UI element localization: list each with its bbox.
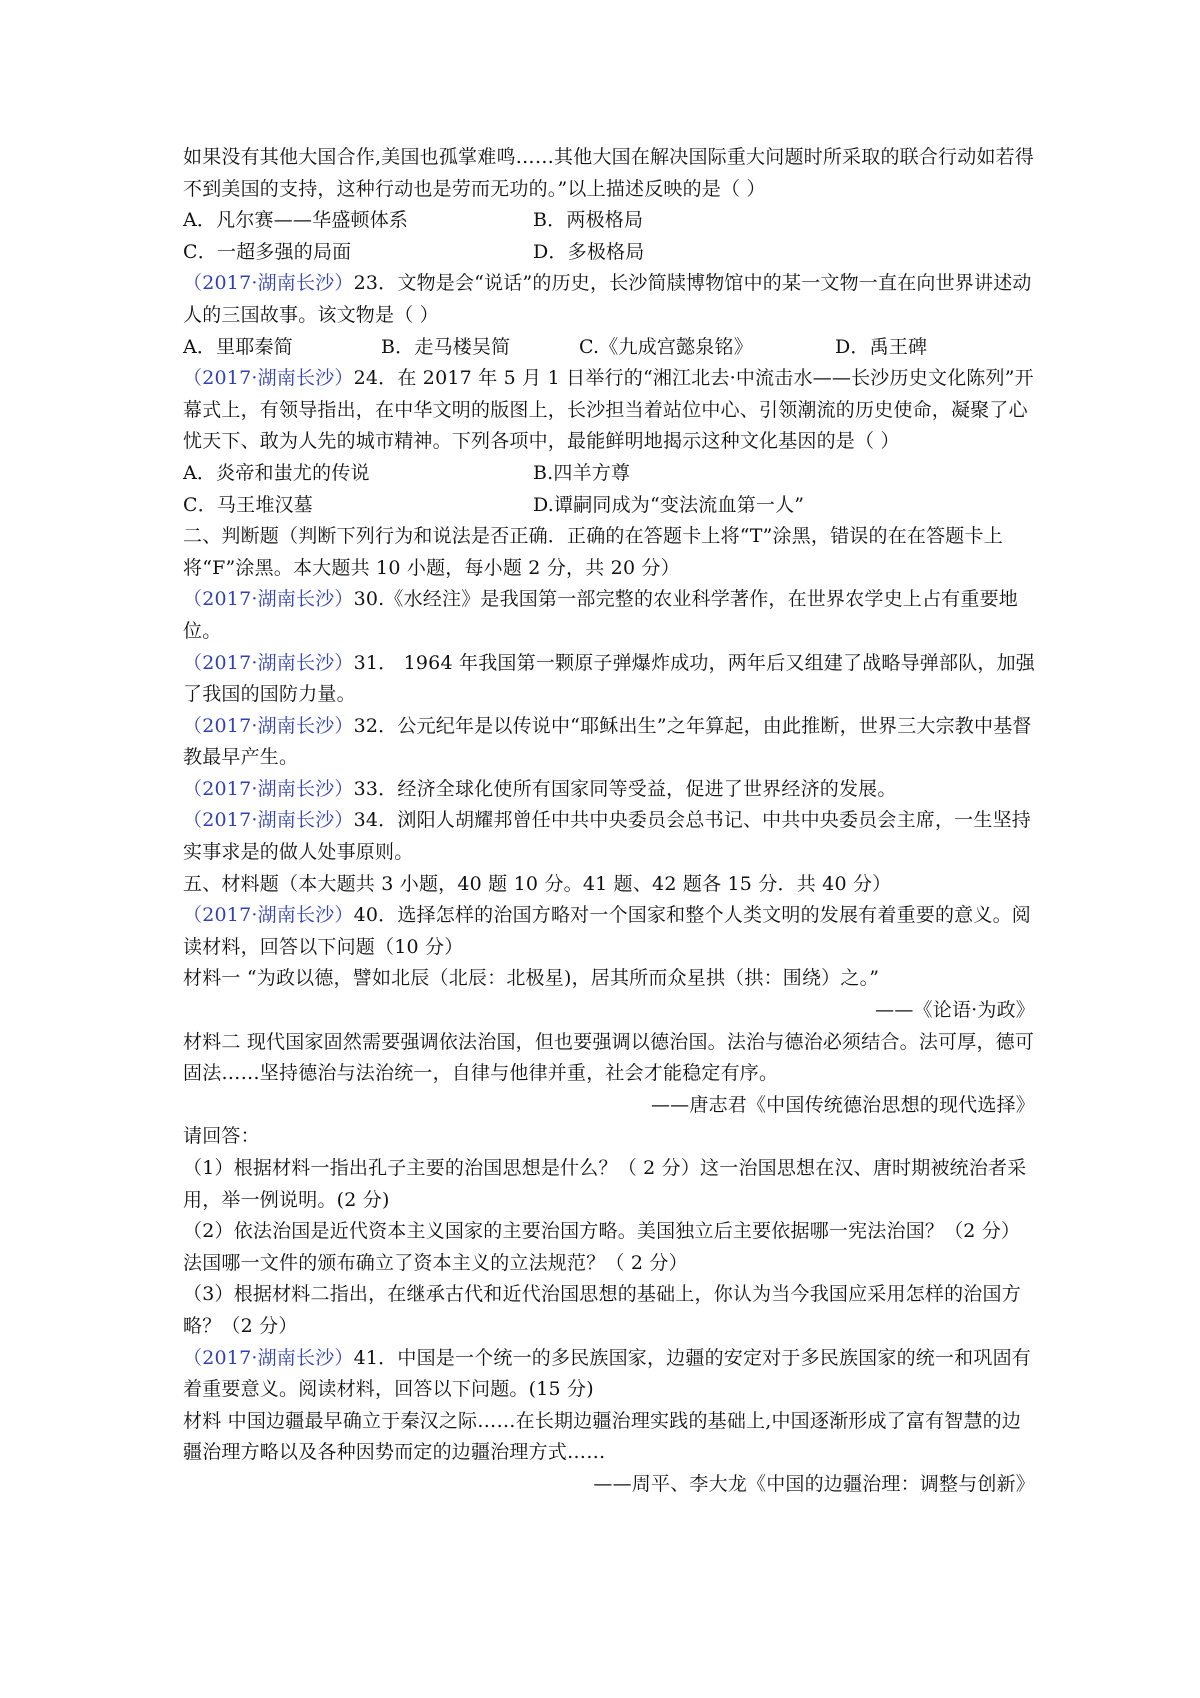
q40-material2: 材料二 现代国家固然需要强调依法治国，但也要强调以德治国。法治与德治必须结合。法可厚，德可固法……坚持德治与法治统一，自律与他律并重，社会才能稳定有序。 [183,1030,1035,1085]
judge-34-source: （2017·湖南长沙） [183,809,354,832]
judge-32-source: （2017·湖南长沙） [183,714,354,737]
judge-32-text: 32．公元纪年是以传说中“耶稣出生”之年算起，由此推断，世界三大宗教中基督教最早产生。 [183,714,1032,769]
q40-sub3: （3）根据材料二指出，在继承古代和近代治国思想的基础上，你认为当今我国应采用怎样的治国方略？（2 分） [183,1283,1021,1337]
q24-source: （2017·湖南长沙） [183,367,354,390]
section2-heading: 二、判断题（判断下列行为和说法是否正确．正确的在答题卡上将“T”涂黑，错误的在在答题卡上将“F”涂黑。本大题共 10 小题，每小题 2 分，共 20 分） [183,525,1003,579]
q41-source: （2017·湖南长沙） [183,1346,354,1369]
q24 [183,363,1035,458]
judge-34-text: 34．浏阳人胡耀邦曾任中共中央委员会总书记、中共中央委员会主席，一生坚持实事求是的做人处事原则。 [183,809,1031,864]
q41 [183,1343,1035,1406]
q41-text: 41．中国是一个统一的多民族国家，边疆的安定对于多民族国家的统一和巩固有着重要意义。阅读材料，回答以下问题。(15 分) [183,1346,1031,1401]
judge-31-source: （2017·湖南长沙） [183,651,354,674]
q40-sub1: （1）根据材料一指出孔子主要的治国思想是什么？（ 2 分）这一治国思想在汉、唐时期被统治者采用，举一例说明。(2 分) [183,1157,1027,1211]
q22-option-c: C．一超多强的局面 [183,240,352,263]
q23-option-b: B．走马楼吴简 [381,335,511,358]
q40 [183,900,1035,963]
q24-options [183,458,1035,521]
q41-cite: ——周平、李大龙《中国的边疆治理：调整与创新》 [593,1472,1035,1495]
q23-option-c: C.《九成宫懿泉铭》 [579,335,753,358]
q23-options [183,332,1035,364]
q23-option-d: D．禹王碑 [835,335,928,358]
judge-30-source: （2017·湖南长沙） [183,588,354,611]
q23-option-a: A．里耶秦简 [183,335,293,358]
judge-item-30 [183,584,1035,647]
q24-option-a: A．炎帝和蚩尤的传说 [183,461,370,484]
q23 [183,268,1035,331]
q22-text: 如果没有其他大国合作,美国也孤掌难鸣……其他大国在解决国际重大问题时所采取的联合行动如若得不到美国的支持，这种行动也是劳而无功的。”以上描述反映的是（ ） [183,146,1035,200]
q22-option-d: D．多极格局 [533,240,645,263]
q40-material1: 材料一 “为政以德，譬如北辰（北辰：北极星)，居其所而众星拱（拱：围绕）之。” [183,967,880,990]
page-content [183,142,1035,1501]
judge-item-32 [183,711,1035,774]
judge-item-31 [183,648,1035,711]
q24-text: 24．在 2017 年 5 月 1 日举行的“湘江北去·中流击水——长沙历史文化陈列”开幕式上，有领导指出，在中华文明的版图上，长沙担当着站位中心、引领潮流的历史使命，凝聚了心忧天下、敢为人先的城市精神。下列各项中，最能鲜明地揭示这种文化基因的是（ ） [183,367,1034,453]
q40-prompt: 请回答： [183,1125,260,1148]
q40-sub2: （2）依法治国是近代资本主义国家的主要治国方略。美国独立后主要依据哪一宪法治国？（2 分）法国哪一文件的颁布确立了资本主义的立法规范？（ 2 分） [183,1220,1021,1274]
q40-material2-cite: ——唐志君《中国传统德治思想的现代选择》 [650,1093,1035,1116]
q40-source: （2017·湖南长沙） [183,904,354,927]
q22-option-a: A．凡尔赛——华盛顿体系 [183,209,409,232]
judge-item-33 [183,774,1035,806]
judge-30-text: 30.《水经注》是我国第一部完整的农业科学著作，在世界农学史上占有重要地位。 [183,588,1019,642]
judge-item-34 [183,805,1035,868]
q40-text: 40．选择怎样的治国方略对一个国家和整个人类文明的发展有着重要的意义。阅读材料，回答以下问题（10 分） [183,904,1031,958]
q22-options [183,205,1035,268]
q23-text: 23．文物是会“说话”的历史，长沙简牍博物馆中的某一文物一直在向世界讲述动人的三国故事。该文物是（ ） [183,272,1032,326]
q40-material1-cite: ——《论语·为政》 [875,999,1035,1022]
judge-33-text: 33．经济全球化使所有国家同等受益，促进了世界经济的发展。 [353,777,897,800]
q22-option-b: B．两极格局 [533,209,644,232]
q41-material: 材料 中国边疆最早确立于秦汉之际……在长期边疆治理实践的基础上,中国逐渐形成了富有智慧的边疆治理方略以及各种因势而定的边疆治理方式…… [183,1409,1022,1464]
section5-heading: 五、材料题（本大题共 3 小题，40 题 10 分。41 题、42 题各 15 分．共 40 分） [183,872,892,895]
judge-33-source: （2017·湖南长沙） [183,777,354,800]
q23-source: （2017·湖南长沙） [183,272,354,295]
q24-option-b: B.四羊方尊 [533,461,631,484]
q24-option-c: C．马王堆汉墓 [183,493,313,516]
judge-31-text: 31． 1964 年我国第一颗原子弹爆炸成功，两年后又组建了战略导弹部队，加强了我国的国防力量。 [183,651,1036,706]
q24-option-d: D.谭嗣同成为“变法流血第一人” [533,493,805,516]
